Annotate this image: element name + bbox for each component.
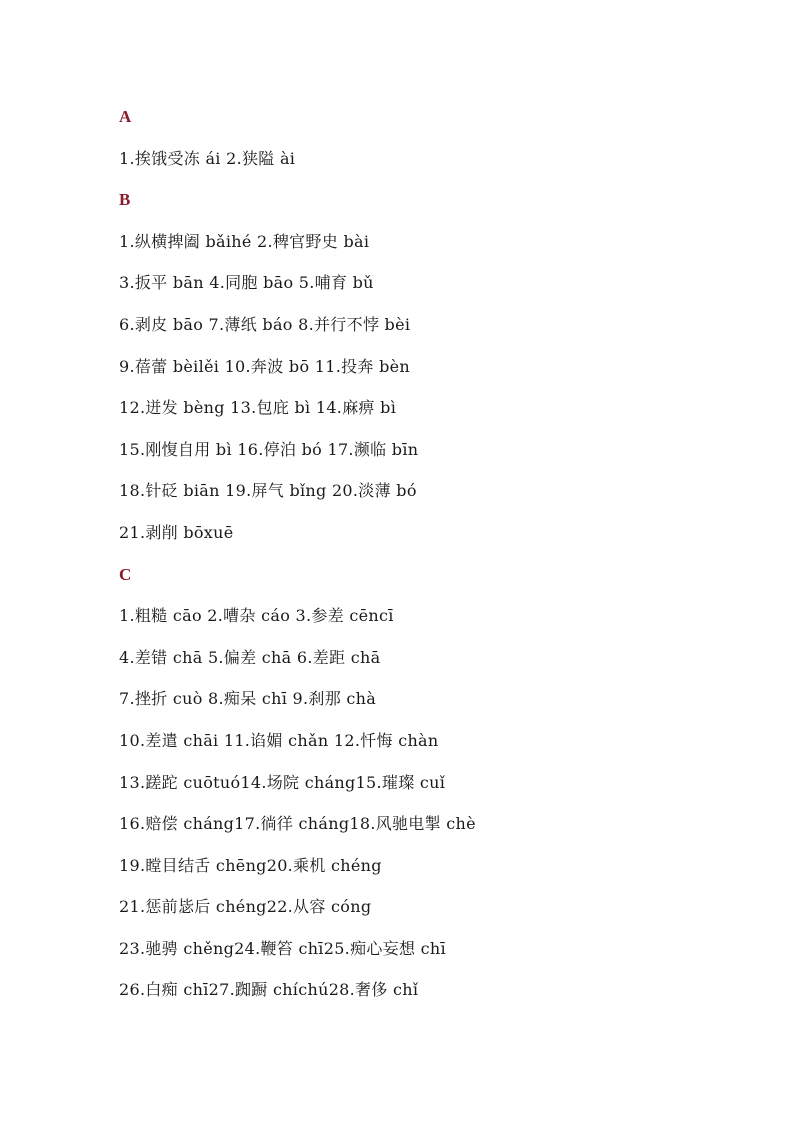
entry-line: 9.蓓蕾 bèilěi 10.奔波 bō 11.投奔 bèn <box>119 356 411 376</box>
entry-line: 21.惩前毖后 chéng22.从容 cóng <box>119 897 372 917</box>
entry-line: 1.挨饿受冻 ái 2.狭隘 ài <box>119 148 296 168</box>
entry-line: 7.挫折 cuò 8.痴呆 chī 9.刹那 chà <box>119 689 377 709</box>
entry-line: 10.差遣 chāi 11.谄媚 chǎn 12.忏悔 chàn <box>119 730 439 750</box>
entry-line: 21.剥削 bōxuē <box>119 522 234 542</box>
entry-line: 13.蹉跎 cuōtuó14.场院 cháng15.璀璨 cuǐ <box>119 772 446 792</box>
entry-line: 12.迸发 bèng 13.包庇 bì 14.麻痹 bì <box>119 398 397 418</box>
section-c <box>119 563 739 1021</box>
entry-line: 16.赔偿 cháng17.徜徉 cháng18.风驰电掣 chè <box>119 814 476 834</box>
section-heading: C <box>119 564 132 584</box>
document-page <box>119 105 739 1020</box>
entry-line: 23.驰骋 chěng24.鞭笞 chī25.痴心妄想 chī <box>119 938 446 958</box>
entry-line: 19.瞠目结舌 chēng20.乘机 chéng <box>119 855 382 875</box>
section-heading: A <box>119 107 132 126</box>
section-b <box>119 188 739 562</box>
entry-line: 15.刚愎自用 bì 16.停泊 bó 17.濒临 bīn <box>119 439 419 459</box>
entry-line: 6.剥皮 bāo 7.薄纸 báo 8.并行不悖 bèi <box>119 314 411 334</box>
entry-line: 1.粗糙 cāo 2.嘈杂 cáo 3.参差 cēncī <box>119 606 394 626</box>
section-heading: B <box>119 190 131 210</box>
entry-line: 3.扳平 bān 4.同胞 bāo 5.哺育 bǔ <box>119 273 374 293</box>
section-a <box>119 105 739 188</box>
entry-line: 26.白痴 chī27.踟蹰 chíchú28.奢侈 chǐ <box>119 980 419 1000</box>
entry-line: 18.针砭 biān 19.屏气 bǐng 20.淡薄 bó <box>119 481 417 501</box>
entry-line: 1.纵横捭阖 bǎihé 2.稗官野史 bài <box>119 231 370 251</box>
entry-line: 4.差错 chā 5.偏差 chā 6.差距 chā <box>119 647 381 667</box>
